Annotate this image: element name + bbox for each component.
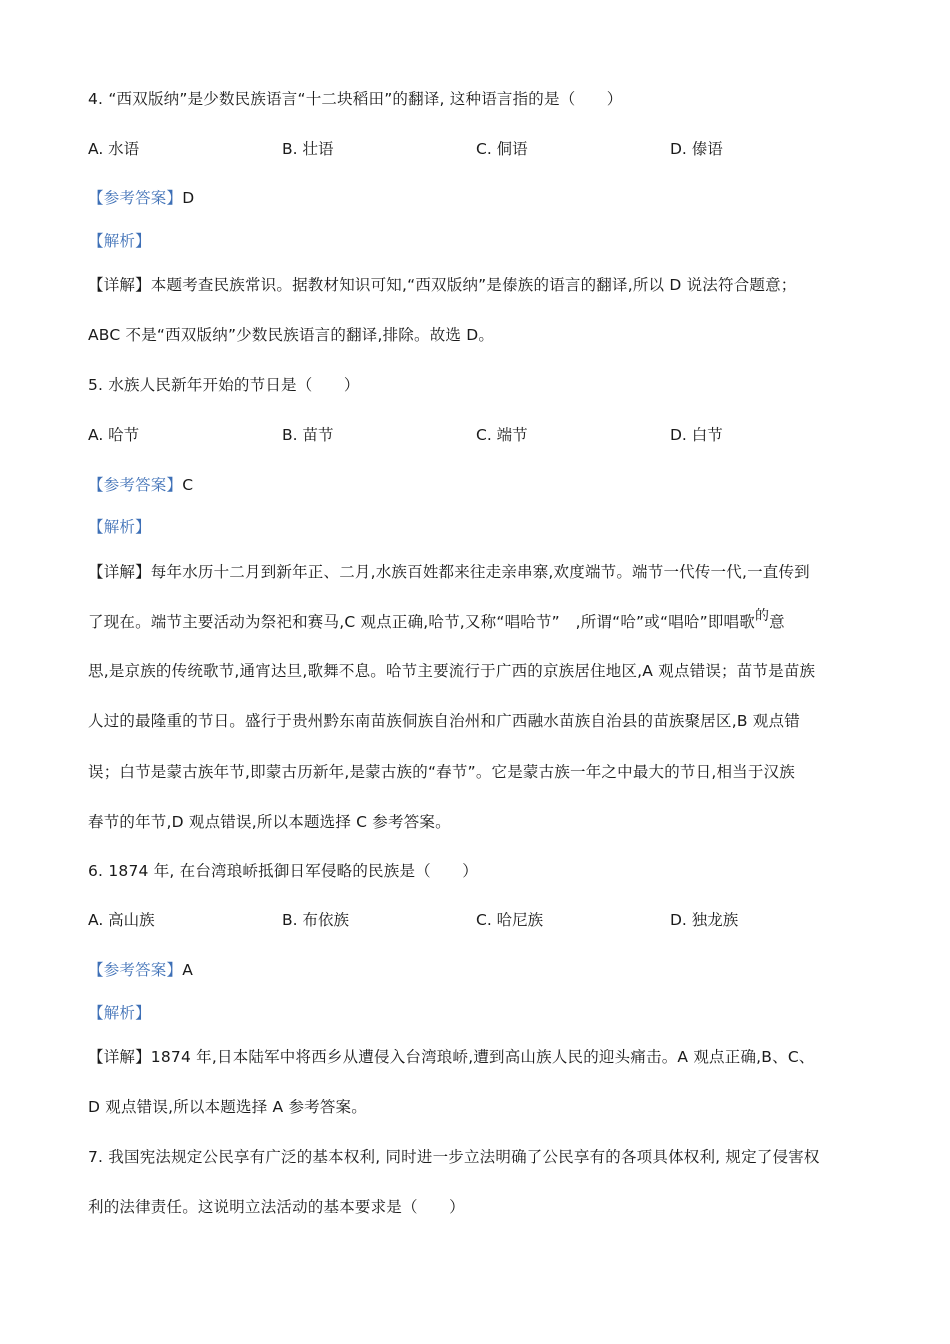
question-5-detail-line [88, 608, 785, 634]
question-6-detail-line: 【详解】1874 年,日本陆军中将西乡从遭侵入台湾琅峤,遭到高山族人民的迎头痛击。A 观点正确,B、C、 [88, 1048, 815, 1066]
detail-text: 了现在。端节主要活动为祭祀和赛马,C 观点正确,哈节,又称“唱哈节” ,所谓“哈”或“唱哈”即唱歌 [88, 613, 755, 631]
question-4-option-d: D. 傣语 [670, 140, 723, 158]
question-5-analysis-label: 【解析】 [88, 518, 151, 536]
question-7-stem-line: 7. 我国宪法规定公民享有广泛的基本权利, 同时进一步立法明确了公民享有的各项具体权利, 规定了侵害权 [88, 1148, 820, 1166]
question-5-option-c: C. 端节 [476, 426, 528, 444]
question-5-detail-line: 人过的最隆重的节日。盛行于贵州黔东南苗族侗族自治州和广西融水苗族自治县的苗族聚居区,B 观点错 [88, 712, 800, 730]
answer-label: 【参考答案】 [88, 961, 183, 979]
question-5-detail-line: 春节的年节,D 观点错误,所以本题选择 C 参考答案。 [88, 813, 451, 831]
question-4-detail-line: ABC 不是“西双版纳”少数民族语言的翻译,排除。故选 D。 [88, 326, 495, 344]
question-6-detail-line: D 观点错误,所以本题选择 A 参考答案。 [88, 1098, 367, 1116]
question-4-option-a: A. 水语 [88, 140, 140, 158]
question-6-analysis-label: 【解析】 [88, 1004, 151, 1022]
answer-label: 【参考答案】 [88, 189, 183, 207]
question-6-option-b: B. 布依族 [282, 911, 349, 929]
question-6-option-d: D. 独龙族 [670, 911, 739, 929]
question-6-stem: 6. 1874 年, 在台湾琅峤抵御日军侵略的民族是（ ） [88, 862, 478, 880]
question-4-answer [88, 187, 194, 209]
question-5-stem: 5. 水族人民新年开始的节日是（ ） [88, 376, 360, 394]
question-4-detail-line: 【详解】本题考查民族常识。据教材知识可知,“西双版纳”是傣族的语言的翻译,所以 D 说法符合题意； [88, 276, 797, 294]
answer-value: D [182, 189, 195, 207]
question-5-option-a: A. 哈节 [88, 426, 140, 444]
answer-label: 【参考答案】 [88, 476, 183, 494]
question-5-option-b: B. 苗节 [282, 426, 334, 444]
question-4-analysis-label: 【解析】 [88, 232, 151, 250]
question-6-option-a: A. 高山族 [88, 911, 155, 929]
question-5-answer [88, 474, 193, 496]
answer-value: A [182, 961, 194, 979]
question-6-option-c: C. 哈尼族 [476, 911, 544, 929]
answer-value: C [182, 476, 194, 494]
detail-tail: 意 [769, 613, 785, 631]
question-5-option-d: D. 白节 [670, 426, 723, 444]
question-4-option-b: B. 壮语 [282, 140, 334, 158]
question-5-detail-line: 误；白节是蒙古族年节,即蒙古历新年,是蒙古族的“春节”。它是蒙古族一年之中最大的节日,相当于汉族 [88, 763, 795, 781]
question-4-option-c: C. 侗语 [476, 140, 528, 158]
detail-superscript: 的 [754, 608, 770, 624]
question-5-detail-line: 【详解】每年水历十二月到新年正、二月,水族百姓都来往走亲串寨,欢度端节。端节一代传一代,一直传到 [88, 563, 810, 581]
question-6-answer [88, 959, 193, 981]
question-4-stem: 4. “西双版纳”是少数民族语言“十二块稻田”的翻译, 这种语言指的是（ ） [88, 90, 623, 108]
question-5-detail-line: 思,是京族的传统歌节,通宵达旦,歌舞不息。哈节主要流行于广西的京族居住地区,A 观点错误；苗节是苗族 [88, 662, 816, 680]
question-7-stem-line: 利的法律责任。这说明立法活动的基本要求是（ ） [88, 1198, 465, 1216]
